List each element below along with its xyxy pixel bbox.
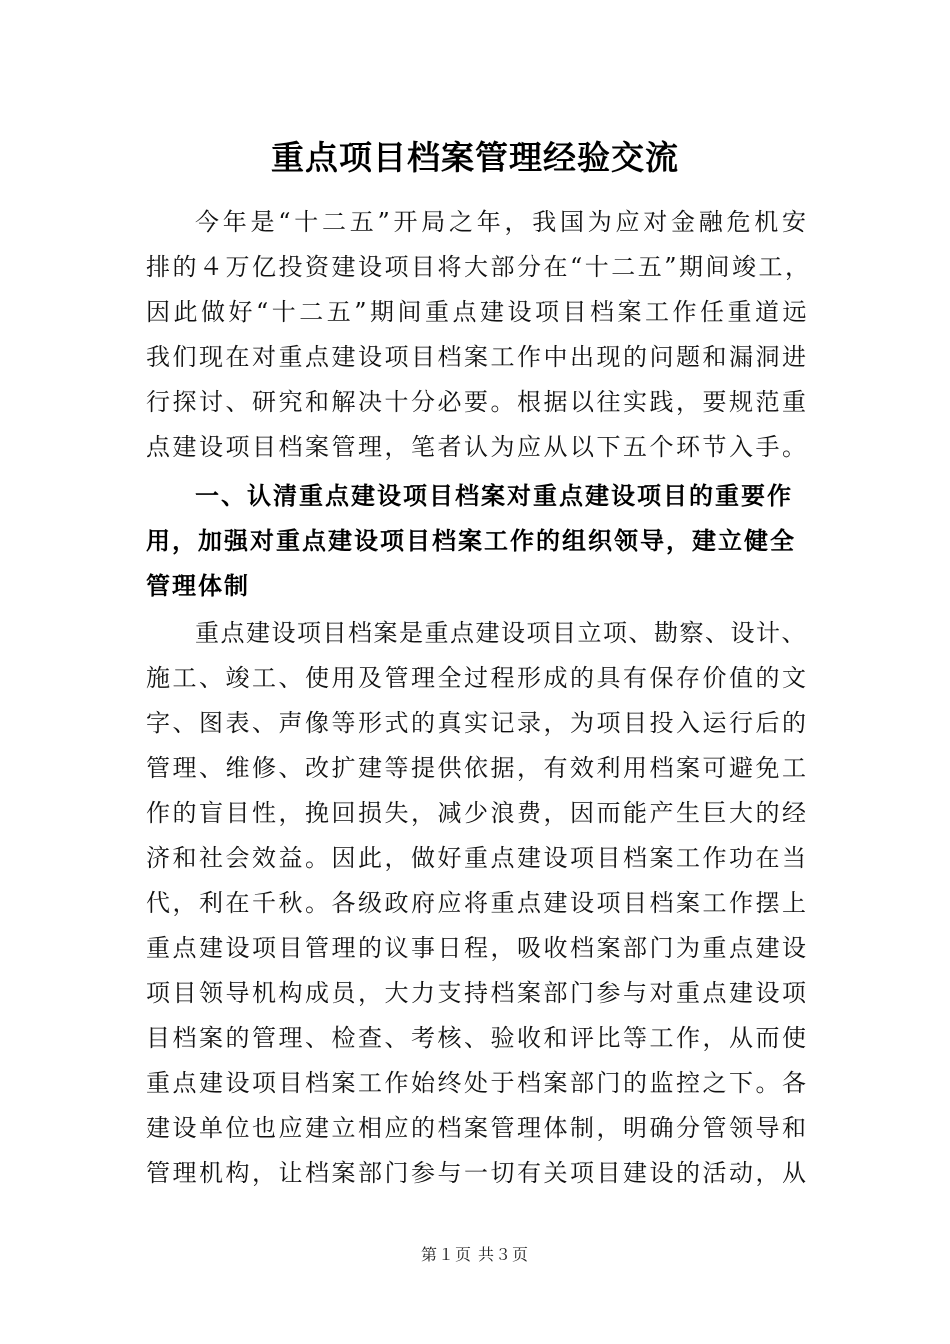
paragraph-2-line: 重点建设项目管理的议事日程，吸收档案部门为重点建设 <box>146 934 809 962</box>
paragraph-2-line: 重点建设项目档案工作始终处于档案部门的监控之下。各 <box>146 1069 809 1097</box>
paragraph-2-line: 建设单位也应建立相应的档案管理体制，明确分管领导和 <box>146 1114 809 1142</box>
paragraph-2-line: 作的盲目性，挽回损失，减少浪费，因而能产生巨大的经 <box>146 799 809 827</box>
paragraph-1-line: 点建设项目档案管理，笔者认为应从以下五个环节入手。 <box>146 433 809 461</box>
section-heading-line: 用，加强对重点建设项目档案工作的组织领导，建立健全 <box>146 527 796 555</box>
paragraph-2-line: 济和社会效益。因此，做好重点建设项目档案工作功在当 <box>146 844 809 872</box>
paragraph-1-line: 行探讨、研究和解决十分必要。根据以往实践，要规范重 <box>146 388 809 416</box>
paragraph-2-line: 字、图表、声像等形式的真实记录，为项目投入运行后的 <box>146 709 809 737</box>
section-heading-line: 管理体制 <box>146 572 250 600</box>
paragraph-2-line: 施工、竣工、使用及管理全过程形成的具有保存价值的文 <box>146 664 809 692</box>
paragraph-2-line: 管理、维修、改扩建等提供依据，有效利用档案可避免工 <box>146 754 809 782</box>
paragraph-2-line: 代，利在千秋。各级政府应将重点建设项目档案工作摆上 <box>146 889 809 917</box>
paragraph-1-line: 我们现在对重点建设项目档案工作中出现的问题和漏洞进 <box>146 343 809 371</box>
paragraph-1-line: 因此做好“十二五”期间重点建设项目档案工作任重道远 <box>146 298 811 326</box>
paragraph-1-line: 排的４万亿投资建设项目将大部分在“十二五”期间竣工， <box>146 253 812 281</box>
page-footer: 第１页 共３页 <box>420 1245 530 1264</box>
paragraph-2-line: 管理机构，让档案部门参与一切有关项目建设的活动，从 <box>146 1159 809 1187</box>
paragraph-2-line: 目档案的管理、检查、考核、验收和评比等工作，从而使 <box>146 1024 809 1052</box>
paragraph-1-line: 今年是“十二五”开局之年，我国为应对金融危机安 <box>195 208 810 236</box>
document-title: 重点项目档案管理经验交流 <box>271 138 679 177</box>
section-heading-line: 一、认清重点建设项目档案对重点建设项目的重要作 <box>195 482 793 510</box>
paragraph-2-line: 重点建设项目档案是重点建设项目立项、勘察、设计、 <box>195 619 807 647</box>
paragraph-2-line: 项目领导机构成员，大力支持档案部门参与对重点建设项 <box>146 979 809 1007</box>
